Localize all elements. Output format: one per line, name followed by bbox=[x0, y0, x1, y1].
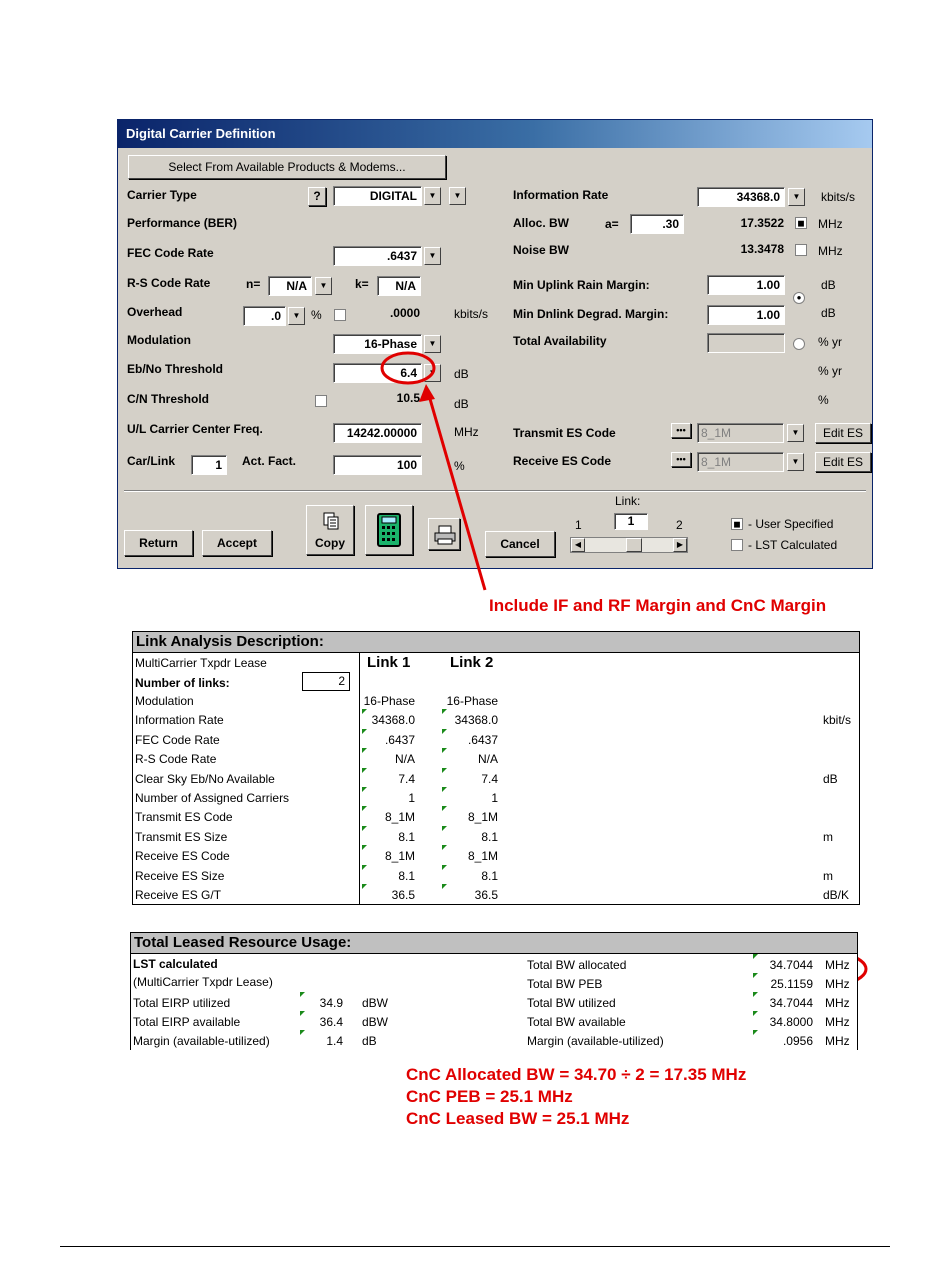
row-unit: m bbox=[823, 829, 833, 844]
link1-value: 8_1M bbox=[384, 849, 415, 864]
row-label: Information Rate bbox=[135, 713, 224, 728]
cell-note-marker bbox=[442, 729, 447, 734]
ebno-dropdown-icon[interactable]: ▼ bbox=[424, 364, 441, 382]
rs-k-label: k= bbox=[355, 277, 369, 291]
cell-note-marker bbox=[362, 768, 367, 773]
modulation-dropdown-icon[interactable]: ▼ bbox=[424, 335, 441, 353]
cell-note-marker bbox=[442, 845, 447, 850]
right-row-value: 34.7044 bbox=[769, 958, 813, 972]
cell-note-marker bbox=[753, 1030, 758, 1035]
cnc-peb-note: CnC PEB = 25.1 MHz bbox=[406, 1087, 573, 1106]
row-unit: m bbox=[823, 868, 833, 883]
link1-value: .6437 bbox=[384, 732, 415, 747]
link2-value: 36.5 bbox=[474, 888, 498, 902]
overhead-unit: kbits/s bbox=[454, 307, 489, 321]
right-row-value: .0956 bbox=[782, 1034, 813, 1048]
cell-note-marker bbox=[442, 884, 447, 889]
cell-note-marker bbox=[362, 729, 367, 734]
actfact-unit: % bbox=[454, 459, 465, 473]
row-label: Modulation bbox=[135, 694, 194, 708]
fec-label: FEC Code Rate bbox=[127, 246, 214, 260]
noise-bw-value: 13.3478 bbox=[740, 242, 784, 256]
overhead-pct: % bbox=[311, 308, 322, 322]
row-label: Number of Assigned Carriers bbox=[135, 791, 290, 805]
link1-value: 16-Phase bbox=[363, 694, 415, 708]
transmit-es-label: Transmit ES Code bbox=[513, 426, 616, 440]
transmit-es-dropdown-icon[interactable]: ▼ bbox=[787, 424, 804, 442]
row-label: Clear Sky Eb/No Available bbox=[135, 771, 275, 786]
num-links-value[interactable]: 2 bbox=[302, 672, 350, 691]
dialog-title: Digital Carrier Definition bbox=[118, 120, 872, 148]
ebno-label: Eb/No Threshold bbox=[127, 362, 223, 376]
cell-note-marker bbox=[300, 992, 305, 997]
alloc-bw-checkbox[interactable]: ◼ bbox=[795, 217, 807, 229]
cell-note-marker bbox=[362, 865, 367, 870]
pct-unit: % bbox=[818, 393, 829, 407]
fec-field[interactable]: .6437 bbox=[333, 246, 422, 266]
link-left-num: 1 bbox=[575, 518, 582, 532]
resource-usage-title: Total Leased Resource Usage: bbox=[131, 933, 857, 954]
rs-n-field[interactable]: N/A bbox=[268, 276, 312, 296]
select-products-button[interactable]: Select From Available Products & Modems... bbox=[128, 155, 446, 179]
transmit-edit-es-button[interactable]: Edit ES bbox=[815, 423, 871, 443]
row-unit: kbit/s bbox=[823, 713, 852, 728]
left-row-label: Margin (available-utilized) bbox=[133, 1034, 270, 1048]
link2-value: 7.4 bbox=[481, 771, 498, 786]
link2-value: N/A bbox=[477, 752, 498, 767]
link-right-num: 2 bbox=[676, 518, 683, 532]
carlink-field[interactable]: 1 bbox=[191, 455, 227, 475]
link-analysis-table bbox=[132, 631, 860, 905]
right-row-value: 25.1159 bbox=[770, 977, 813, 991]
help-button[interactable]: ? bbox=[308, 187, 326, 206]
link2-value: 1 bbox=[491, 791, 498, 805]
fec-dropdown-icon[interactable]: ▼ bbox=[424, 247, 441, 265]
modulation-label: Modulation bbox=[127, 333, 191, 347]
link1-value: 8.1 bbox=[398, 829, 415, 844]
ebno-unit: dB bbox=[454, 367, 469, 381]
cell-note-marker bbox=[753, 1011, 758, 1016]
min-dnlink-field[interactable]: 1.00 bbox=[707, 305, 785, 325]
right-row-value: 34.8000 bbox=[769, 1015, 813, 1029]
right-row-unit: MHz bbox=[825, 996, 850, 1010]
scroll-left-icon[interactable]: ◀ bbox=[571, 538, 585, 552]
link-label: Link: bbox=[615, 494, 641, 508]
ul-freq-field[interactable]: 14242.00000 bbox=[333, 423, 422, 443]
receive-es-field[interactable]: 8_1M bbox=[697, 452, 784, 472]
link-field[interactable]: 1 bbox=[614, 513, 648, 530]
ul-freq-label: U/L Carrier Center Freq. bbox=[127, 422, 263, 436]
noise-bw-label: Noise BW bbox=[513, 243, 570, 257]
row-label: Transmit ES Code bbox=[135, 810, 233, 825]
alloc-bw-unit: MHz bbox=[818, 217, 843, 231]
alloc-a-field[interactable]: .30 bbox=[630, 214, 684, 234]
annotation-arrow bbox=[428, 392, 485, 590]
resource-usage-table bbox=[130, 932, 858, 1050]
cell-note-marker bbox=[362, 709, 367, 714]
cell-note-marker bbox=[362, 748, 367, 753]
cell-note-marker bbox=[362, 826, 367, 831]
carrier-type-dropdown2-icon[interactable]: ▼ bbox=[449, 187, 466, 205]
rs-n-label: n= bbox=[246, 277, 261, 291]
left-row-unit: dBW bbox=[362, 996, 389, 1010]
lst-calculated-text: LST calculated bbox=[133, 957, 218, 971]
carrier-type-dropdown-icon[interactable]: ▼ bbox=[424, 187, 441, 205]
right-row-label: Total BW allocated bbox=[527, 958, 627, 972]
cell-note-marker bbox=[362, 845, 367, 850]
margin-radio[interactable]: ● bbox=[793, 292, 805, 304]
alloc-bw-value: 17.3522 bbox=[740, 216, 784, 230]
link2-value: 8.1 bbox=[481, 829, 498, 844]
cnc-allocated-note: CnC Allocated BW = 34.70 ÷ 2 = 17.35 MHz bbox=[406, 1065, 747, 1084]
row-label: R-S Code Rate bbox=[135, 752, 217, 767]
cn-value: 10.5 bbox=[396, 391, 420, 405]
receive-es-label: Receive ES Code bbox=[513, 454, 612, 468]
min-dnlink-unit: dB bbox=[821, 306, 836, 320]
link1-value: 8_1M bbox=[384, 810, 415, 825]
margin-annotation: Include IF and RF Margin and CnC Margin bbox=[489, 596, 827, 615]
row-label: Receive ES Code bbox=[135, 849, 230, 864]
left-row-unit: dB bbox=[362, 1034, 377, 1048]
ul-freq-unit: MHz bbox=[454, 425, 479, 439]
carlink-label: Car/Link bbox=[127, 454, 176, 468]
lst-subtext: (MultiCarrier Txpdr Lease) bbox=[133, 975, 273, 989]
row-unit: dB/K bbox=[823, 888, 850, 902]
min-uplink-label: Min Uplink Rain Margin: bbox=[513, 278, 650, 292]
cell-note-marker bbox=[300, 1011, 305, 1016]
accept-button[interactable]: Accept bbox=[202, 530, 272, 556]
info-rate-dropdown-icon[interactable]: ▼ bbox=[788, 188, 805, 206]
link2-value: 34368.0 bbox=[454, 713, 498, 728]
rs-k-field[interactable]: N/A bbox=[377, 276, 421, 296]
left-row-value: 1.4 bbox=[326, 1034, 343, 1048]
receive-es-dots-button[interactable]: ••• bbox=[671, 452, 691, 467]
cell-note-marker bbox=[300, 1030, 305, 1035]
info-rate-label: Information Rate bbox=[513, 188, 609, 202]
overhead-field[interactable]: .0 bbox=[243, 306, 286, 326]
info-rate-unit: kbits/s bbox=[821, 190, 856, 204]
overhead-dropdown-icon[interactable]: ▼ bbox=[288, 307, 305, 325]
right-row-unit: MHz bbox=[825, 977, 850, 991]
ebno-highlight-ellipse bbox=[382, 353, 434, 383]
actfact-field[interactable]: 100 bbox=[333, 455, 422, 475]
link2-value: .6437 bbox=[467, 732, 498, 747]
performance-label: Performance (BER) bbox=[127, 216, 238, 230]
cell-note-marker bbox=[442, 806, 447, 811]
link1-value: N/A bbox=[394, 752, 415, 767]
cell-note-marker bbox=[753, 954, 758, 959]
receive-edit-es-button[interactable]: Edit ES bbox=[815, 452, 871, 472]
arrow-head-icon bbox=[419, 384, 435, 402]
left-row-label: Total EIRP available bbox=[133, 1015, 241, 1029]
right-row-unit: MHz bbox=[825, 1034, 850, 1048]
cell-note-marker bbox=[362, 787, 367, 792]
total-avail-unit: % yr bbox=[818, 335, 842, 349]
cn-unit: dB bbox=[454, 397, 469, 411]
cell-note-marker bbox=[442, 748, 447, 753]
right-row-label: Total BW available bbox=[527, 1015, 626, 1029]
left-row-value: 34.9 bbox=[319, 996, 343, 1010]
right-row-unit: MHz bbox=[825, 958, 850, 972]
cancel-button[interactable]: Cancel bbox=[485, 531, 555, 557]
overhead-label: Overhead bbox=[127, 305, 183, 319]
page-footer-rule bbox=[60, 1246, 890, 1247]
rs-label: R-S Code Rate bbox=[127, 276, 211, 290]
link2-value: 8.1 bbox=[481, 868, 498, 883]
link1-header: Link 1 bbox=[367, 654, 411, 671]
cell-note-marker bbox=[442, 826, 447, 831]
carrier-type-label: Carrier Type bbox=[127, 188, 197, 202]
cell-note-marker bbox=[442, 865, 447, 870]
link-analysis-title: Link Analysis Description: bbox=[133, 632, 859, 653]
cnc-leased-note: CnC Leased BW = 25.1 MHz bbox=[406, 1109, 630, 1128]
return-button[interactable]: Return bbox=[124, 530, 193, 556]
carrier-type-field[interactable]: DIGITAL bbox=[333, 186, 422, 206]
overhead-computed: .0000 bbox=[389, 306, 420, 320]
cell-note-marker bbox=[753, 992, 758, 997]
alloc-a-label: a= bbox=[605, 217, 619, 231]
link2-value: 8_1M bbox=[467, 849, 498, 864]
total-avail-label: Total Availability bbox=[513, 334, 607, 348]
min-uplink-field[interactable]: 1.00 bbox=[707, 275, 785, 295]
right-row-label: Margin (available-utilized) bbox=[527, 1034, 664, 1048]
cell-note-marker bbox=[442, 768, 447, 773]
num-links-label: Number of links: bbox=[135, 676, 230, 690]
link1-value: 8.1 bbox=[398, 868, 415, 883]
row-label: Transmit ES Size bbox=[135, 829, 228, 844]
copy-label: Copy bbox=[315, 536, 345, 550]
ebno-field[interactable]: 6.4 bbox=[333, 363, 422, 383]
min-uplink-unit: dB bbox=[821, 278, 836, 292]
row-label: Receive ES G/T bbox=[135, 888, 222, 902]
noise-bw-unit: MHz bbox=[818, 244, 843, 258]
cell-note-marker bbox=[442, 709, 447, 714]
alloc-bw-label: Alloc. BW bbox=[513, 216, 569, 230]
scroll-right-icon[interactable]: ▶ bbox=[673, 538, 687, 552]
user-specified-checkbox: ◼ bbox=[731, 518, 743, 530]
row-unit: dB bbox=[823, 771, 838, 786]
cn-label: C/N Threshold bbox=[127, 392, 210, 406]
row-label: Receive ES Size bbox=[135, 868, 225, 883]
left-row-value: 36.4 bbox=[319, 1015, 343, 1029]
rs-n-dropdown-icon[interactable]: ▼ bbox=[315, 277, 332, 295]
link2-header: Link 2 bbox=[450, 654, 494, 671]
left-row-label: Total EIRP utilized bbox=[133, 996, 231, 1010]
pct-yr-unit: % yr bbox=[818, 364, 842, 378]
cell-note-marker bbox=[442, 787, 447, 792]
link1-value: 7.4 bbox=[398, 771, 415, 786]
modulation-field[interactable]: 16-Phase bbox=[333, 334, 422, 354]
lst-calculated-label: - LST Calculated bbox=[748, 538, 838, 552]
link1-value: 34368.0 bbox=[371, 713, 415, 728]
right-row-label: Total BW PEB bbox=[527, 977, 603, 991]
transmit-es-dots-button[interactable]: ••• bbox=[671, 423, 691, 438]
cell-note-marker bbox=[362, 884, 367, 889]
link1-value: 36.5 bbox=[391, 888, 415, 902]
receive-es-dropdown-icon[interactable]: ▼ bbox=[787, 453, 804, 471]
right-row-label: Total BW utilized bbox=[527, 996, 616, 1010]
link2-value: 8_1M bbox=[467, 810, 498, 825]
user-specified-label: - User Specified bbox=[748, 517, 834, 531]
link2-value: 16-Phase bbox=[446, 694, 498, 708]
actfact-label: Act. Fact. bbox=[242, 454, 297, 468]
cell-note-marker bbox=[362, 806, 367, 811]
left-row-unit: dBW bbox=[362, 1015, 389, 1029]
min-dnlink-label: Min Dnlink Degrad. Margin: bbox=[513, 307, 669, 321]
link1-value: 1 bbox=[408, 791, 415, 805]
transmit-es-field[interactable]: 8_1M bbox=[697, 423, 784, 443]
link-analysis-subtitle: MultiCarrier Txpdr Lease bbox=[135, 656, 267, 670]
cell-note-marker bbox=[753, 973, 758, 978]
right-row-unit: MHz bbox=[825, 1015, 850, 1029]
right-row-value: 34.7044 bbox=[769, 996, 813, 1010]
info-rate-field[interactable]: 34368.0 bbox=[697, 187, 785, 207]
row-label: FEC Code Rate bbox=[135, 732, 220, 747]
